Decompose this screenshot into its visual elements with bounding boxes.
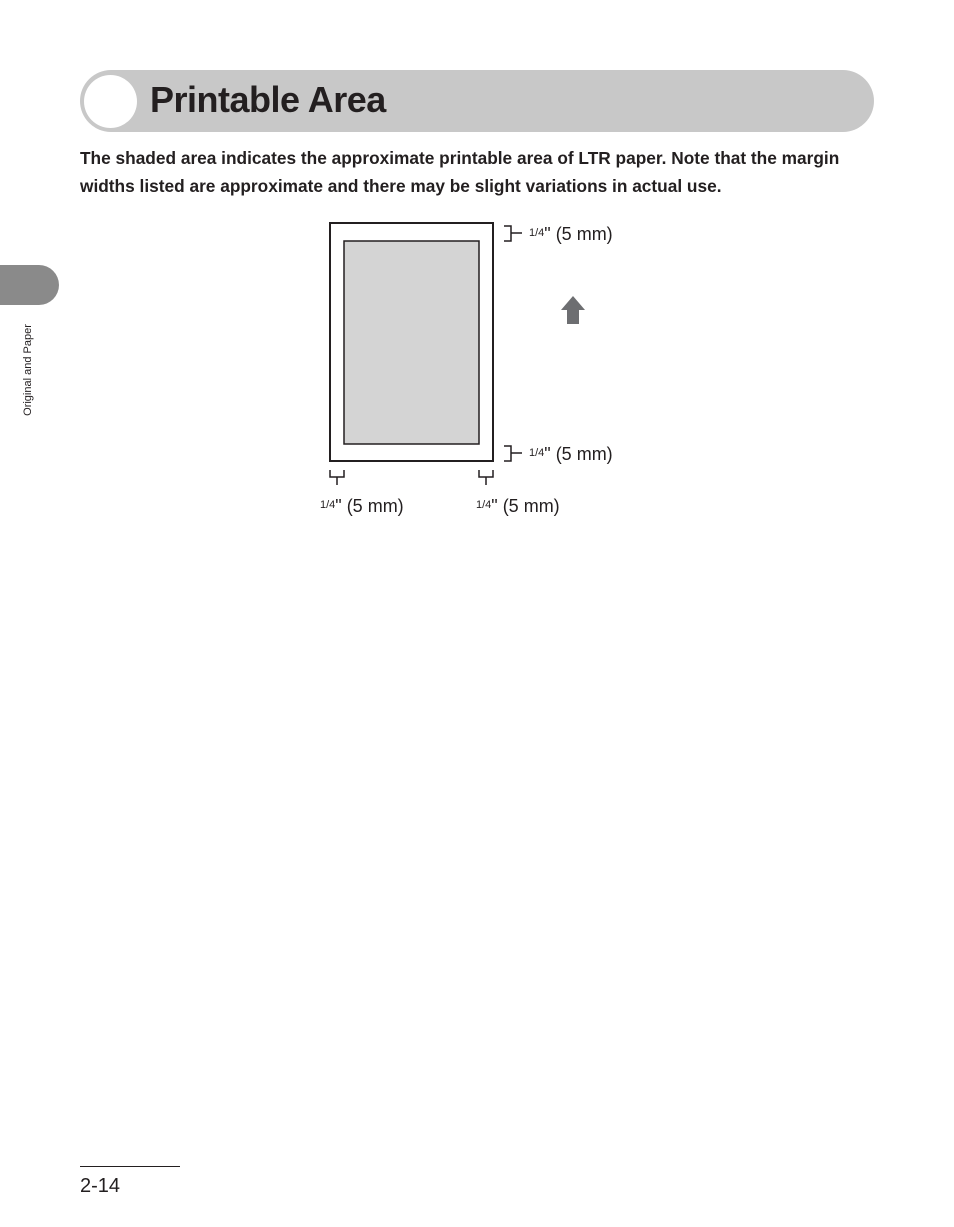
footer-rule xyxy=(80,1166,180,1167)
title-circle-icon xyxy=(84,75,137,128)
intro-text: The shaded area indicates the approximate printable area of LTR paper. Note that the margin widths listed are approximate and there may be slight variations in actual use. xyxy=(80,148,840,196)
top-margin-bracket xyxy=(504,226,522,241)
bottom-margin-bracket xyxy=(504,446,522,461)
up-arrow-icon xyxy=(561,296,585,324)
chapter-tab-label: Original and Paper xyxy=(22,324,34,416)
printable-area-diagram xyxy=(300,210,660,530)
printable-area xyxy=(344,241,479,444)
chapter-tab xyxy=(0,265,59,305)
top-margin-label: $^{1/4}$" (5 mm) xyxy=(529,224,613,244)
diagram-graphic xyxy=(300,210,660,530)
left-margin-bracket xyxy=(330,470,344,485)
page-number: 2-14 xyxy=(80,1175,121,1197)
page-title: Printable Area xyxy=(150,79,386,120)
right-margin-label: $^{1/4}$" (5 mm) xyxy=(476,496,560,516)
right-margin-bracket xyxy=(479,470,493,485)
bottom-margin-label: $^{1/4}$" (5 mm) xyxy=(529,444,613,464)
left-margin-label: $^{1/4}$" (5 mm) xyxy=(320,496,404,516)
